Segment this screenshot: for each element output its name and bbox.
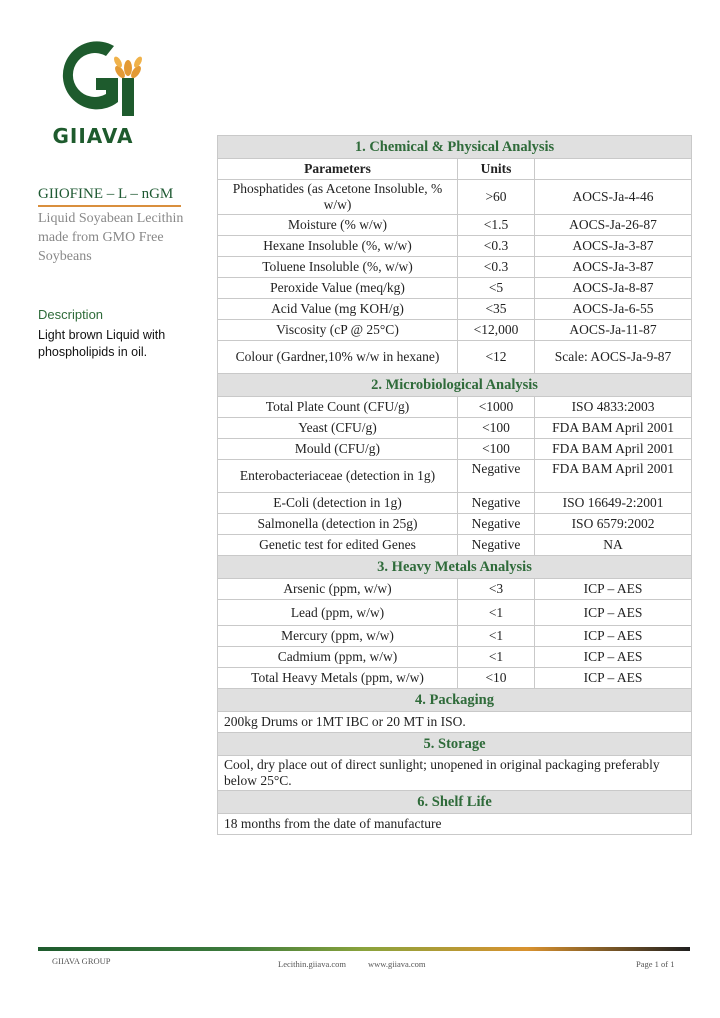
table-row: Peroxide Value (meq/kg) <5 AOCS-Ja-8-87: [218, 278, 692, 299]
table-row: Cadmium (ppm, w/w) <1 ICP – AES: [218, 647, 692, 668]
table-row: Hexane Insoluble (%, w/w) <0.3 AOCS-Ja-3-87: [218, 236, 692, 257]
footer-divider: [38, 947, 690, 951]
footer-website: www.giiava.com: [368, 959, 426, 969]
footer-company: GIIAVA GROUP: [52, 956, 111, 966]
column-header-row: [218, 159, 692, 180]
section-header-chemical: 1. Chemical & Physical Analysis: [218, 136, 692, 159]
section-header-microbiological: 2. Microbiological Analysis: [218, 374, 692, 397]
packaging-text-row: 200kg Drums or 1MT IBC or 20 MT in ISO.: [218, 712, 692, 733]
footer-page-number: Page 1 of 1: [636, 959, 675, 969]
table-row: Colour (Gardner,10% w/w in hexane) <12 Scale: AOCS-Ja-9-87: [218, 341, 692, 374]
product-subtitle: Liquid Soyabean Lecithin made from GMO Free Soybeans: [38, 211, 184, 264]
table-row: Genetic test for edited Genes Negative NA: [218, 535, 692, 556]
table-row: Acid Value (mg KOH/g) <35 AOCS-Ja-6-55: [218, 299, 692, 320]
brand-name: GIIAVA: [52, 124, 134, 148]
footer-email: Lecithin.giiava.com: [278, 959, 346, 969]
table-row: Yeast (CFU/g) <100 FDA BAM April 2001: [218, 418, 692, 439]
table-row: Toluene Insoluble (%, w/w) <0.3 AOCS-Ja-3-87: [218, 257, 692, 278]
specification-table: [217, 135, 692, 835]
table-row: Enterobacteriaceae (detection in 1g) Negative FDA BAM April 2001: [218, 460, 692, 493]
table-row: Phosphatides (as Acetone Insoluble, % w/w) >60 AOCS-Ja-4-46: [218, 180, 692, 215]
header-method: [535, 159, 692, 180]
section-header-shelf-life: 6. Shelf Life: [218, 791, 692, 814]
header-parameters: Parameters: [218, 159, 458, 180]
table-row: Mould (CFU/g) <100 FDA BAM April 2001: [218, 439, 692, 460]
table-row: Arsenic (ppm, w/w) <3 ICP – AES: [218, 579, 692, 600]
description-heading: Description: [38, 307, 104, 322]
table-row: Viscosity (cP @ 25°C) <12,000 AOCS-Ja-11-87: [218, 320, 692, 341]
table-row: Salmonella (detection in 25g) Negative ISO 6579:2002: [218, 514, 692, 535]
table-row: E-Coli (detection in 1g) Negative ISO 16649-2:2001: [218, 493, 692, 514]
table-row: Total Heavy Metals (ppm, w/w) <10 ICP – AES: [218, 668, 692, 689]
table-row: Total Plate Count (CFU/g) <1000 ISO 4833:2003: [218, 397, 692, 418]
table-row: Mercury (ppm, w/w) <1 ICP – AES: [218, 626, 692, 647]
giiava-logo: [52, 32, 152, 122]
section-header-heavy-metals: 3. Heavy Metals Analysis: [218, 556, 692, 579]
table-row: Lead (ppm, w/w) <1 ICP – AES: [218, 600, 692, 626]
description-text: Light brown Liquid with phospholipids in oil.: [38, 328, 166, 359]
product-title: GIIOFINE – L – nGM: [38, 186, 181, 207]
storage-text-row: Cool, dry place out of direct sunlight; unopened in original packaging preferably below 25°C.: [218, 756, 692, 791]
shelf-life-text-row: 18 months from the date of manufacture: [218, 814, 692, 835]
table-row: Moisture (% w/w) <1.5 AOCS-Ja-26-87: [218, 215, 692, 236]
section-header-storage: 5. Storage: [218, 733, 692, 756]
header-units: Units: [458, 159, 535, 180]
section-header-packaging: 4. Packaging: [218, 689, 692, 712]
logo-mark-icon: [52, 32, 152, 122]
